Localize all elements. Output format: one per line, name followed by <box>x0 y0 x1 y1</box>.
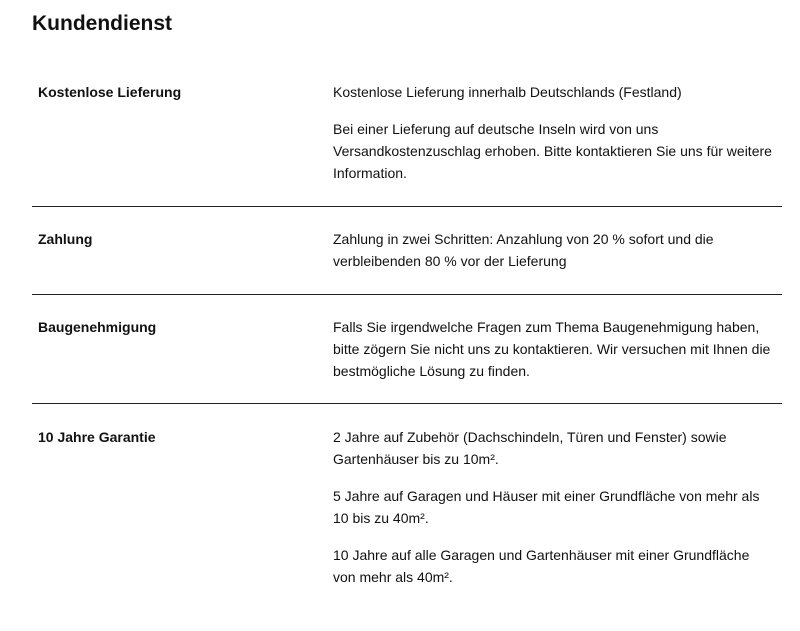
service-content <box>333 81 773 184</box>
service-label: Baugenehmigung <box>38 319 157 335</box>
service-label: 10 Jahre Garantie <box>38 429 156 445</box>
page-title: Kundendienst <box>32 12 172 35</box>
service-row-warranty <box>32 404 782 608</box>
service-paragraph: 10 Jahre auf alle Garagen und Gartenhäuser mit einer Grundfläche von mehr als 40m². <box>333 547 750 585</box>
service-content <box>333 426 773 588</box>
service-row-building-permit <box>32 295 782 404</box>
service-row-payment <box>32 207 782 295</box>
service-paragraph: Zahlung in zwei Schritten: Anzahlung von 20 % sofort und die verbleibenden 80 % vor der Lieferung <box>333 231 714 269</box>
service-row-free-delivery <box>32 70 782 207</box>
service-content <box>333 316 773 382</box>
service-paragraph: 2 Jahre auf Zubehör (Dachschindeln, Türen und Fenster) sowie Gartenhäuser bis zu 10m². <box>333 429 727 467</box>
service-paragraph: 5 Jahre auf Garagen und Häuser mit einer Grundfläche von mehr als 10 bis zu 40m². <box>333 488 760 526</box>
service-table <box>32 70 782 608</box>
service-paragraph: Falls Sie irgendwelche Fragen zum Thema Baugenehmigung haben, bitte zögern Sie nicht uns zu kontaktieren. Wir versuchen mit Ihnen die bestmögliche Lösung zu finden. <box>333 319 771 379</box>
service-content <box>333 228 773 272</box>
service-paragraph: Bei einer Lieferung auf deutsche Inseln wird von uns Versandkostenzuschlag erhoben. Bitte kontaktieren Sie uns für weitere Information. <box>333 121 772 181</box>
service-label: Zahlung <box>38 231 93 247</box>
service-paragraph: Kostenlose Lieferung innerhalb Deutschlands (Festland) <box>333 84 682 100</box>
service-label: Kostenlose Lieferung <box>38 84 182 100</box>
